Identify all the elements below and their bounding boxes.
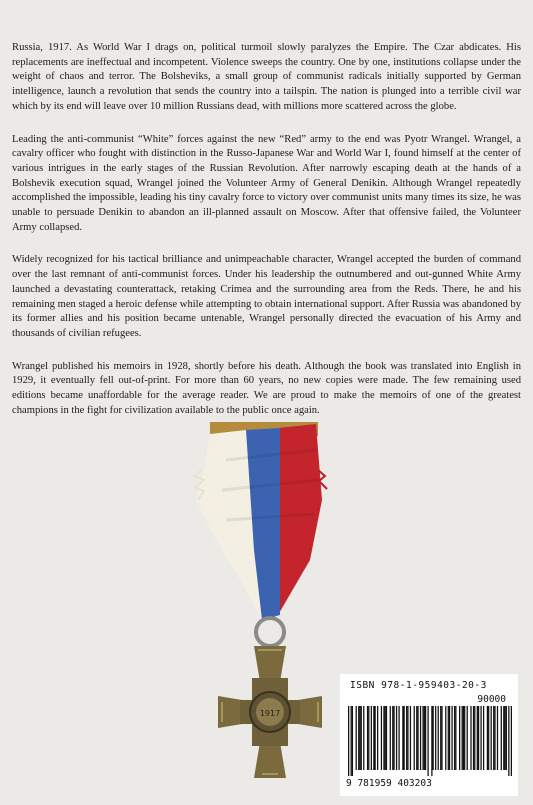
- paragraph-wrangel-background: Leading the anti-communist “White” forces against the new “Red” army to the end was Pyotr Wrangel. Wrangel, a cavalry officer who fought with distinction in the Russo-Japanese War and World War I, found himself at the center of various intrigues in the early stages of the Russian Revolution. After narrowly escaping death at the hands of a Bolshevik execution squad, Wrangel joined the Volunteer Army of General Denikin. Although Wrangel repeatedly accomplished the impossible, leading his tiny cavalry force to victory over communist units many times its size, he was unable to persuade Denikin to abandon an ill-planned assault on Moscow. After that offensive failed, the Volunteer Army collapsed.: [12, 133, 521, 233]
- isbn-barcode: [340, 674, 518, 796]
- barcode-bar: [433, 706, 434, 770]
- barcode-bar: [491, 706, 492, 770]
- barcode-bar: [373, 706, 374, 770]
- barcode-bar: [451, 706, 452, 770]
- barcode-bar: [435, 706, 436, 770]
- barcode-bar: [483, 706, 484, 770]
- barcode-bars: [348, 706, 512, 776]
- barcode-bar: [440, 706, 441, 770]
- ean-digits: 9 781959 403203: [346, 778, 432, 789]
- paragraph-white-army: Widely recognized for his tactical brilliance and unimpeachable character, Wrangel accepted the burden of command over the last remnant of anti-communist forces. Under his leadership the outnumbered and out-gunned White Army launched a devastating counterattack, retaking Crimea and the surrounding area from the Reds. There, he and his remaining men staged a heroic defense while attempting to obtain international support. After Russia was abandoned by its former allies and his position became untenable, Wrangel personally directed the evacuation of his Army and thousands of civilian refugees.: [12, 254, 521, 339]
- barcode-bar: [390, 706, 391, 770]
- barcode-bar: [454, 706, 455, 770]
- barcode-bar: [504, 706, 505, 770]
- barcode-bar: [462, 706, 463, 770]
- barcode-bar: [511, 706, 512, 776]
- barcode-bar: [392, 706, 393, 770]
- barcode-bar: [420, 706, 421, 770]
- barcode-bar: [422, 706, 423, 770]
- barcode-bar: [478, 706, 479, 770]
- barcode-bar: [404, 706, 405, 770]
- barcode-bar: [385, 706, 386, 770]
- barcode-bar: [352, 706, 353, 776]
- barcode-bar: [383, 706, 384, 770]
- barcode-bar: [501, 706, 502, 770]
- barcode-bar: [367, 706, 368, 770]
- barcode-bar: [441, 706, 442, 770]
- barcode-bar: [374, 706, 375, 770]
- barcode-bar: [414, 706, 415, 770]
- barcode-bar: [356, 706, 357, 770]
- barcode-bar: [449, 706, 450, 770]
- barcode-bar: [351, 706, 352, 776]
- barcode-bar: [359, 706, 360, 770]
- barcode-bar: [406, 706, 407, 770]
- barcode-bar: [448, 706, 449, 770]
- barcode-bar: [503, 706, 504, 770]
- barcode-bar: [416, 706, 417, 770]
- barcode-bar: [407, 706, 408, 770]
- barcode-bar: [480, 706, 481, 770]
- barcode-bar: [438, 706, 439, 770]
- barcode-bar: [467, 706, 468, 770]
- price-code: 90000: [477, 694, 506, 705]
- medallion-inscription: 1917: [259, 709, 281, 718]
- barcode-bar: [417, 706, 418, 770]
- barcode-bar: [464, 706, 465, 770]
- barcode-bar: [410, 706, 411, 770]
- barcode-bar: [398, 706, 399, 770]
- barcode-bar: [381, 706, 382, 770]
- barcode-bar: [463, 706, 464, 770]
- barcode-bar: [402, 706, 403, 770]
- barcode-bar: [431, 706, 432, 776]
- back-cover-text: [12, 41, 521, 436]
- paragraph-intro: Russia, 1917. As World War I drags on, political turmoil slowly paralyzes the Empire. The Czar abdicates. His replacements are ineffectual and incompetent. Violence sweeps the country. One by one, institutions collapse under the weight of chaos and terror. The Bolsheviks, a small group of communist radicals initially supported by German intelligence, launch a revolution that sends the country into a tailspin. The nation is plunged into a terrible civil war which by its end will leave over 10 million Russians dead, with millions more scattered across the globe.: [12, 42, 521, 112]
- barcode-bar: [427, 706, 428, 776]
- barcode-bar: [508, 706, 509, 776]
- paragraph-memoirs: Wrangel published his memoirs in 1928, shortly before his death. Although the book was translated into English in 1929, it eventually fell out-of-print. For more than 60 years, no new copies were made. The few remaining used editions became unaffordable for the average reader. We are proud to make the memoirs of one of the greatest champions in the fight for civilization available to the public once again.: [12, 360, 521, 416]
- barcode-bar: [424, 706, 425, 770]
- barcode-bar: [396, 706, 397, 770]
- barcode-bar: [470, 706, 471, 770]
- barcode-bar: [474, 706, 475, 770]
- barcode-bar: [488, 706, 489, 770]
- barcode-bar: [473, 706, 474, 770]
- barcode-bar: [386, 706, 387, 770]
- barcode-bar: [393, 706, 394, 770]
- st-nicholas-cross-medal: [166, 410, 366, 800]
- barcode-bar: [477, 706, 478, 770]
- barcode-bar: [425, 706, 426, 770]
- barcode-bar: [358, 706, 359, 770]
- barcode-bar: [455, 706, 456, 770]
- barcode-bar: [494, 706, 495, 770]
- barcode-bar: [377, 706, 378, 770]
- barcode-bar: [348, 706, 349, 776]
- barcode-bar: [493, 706, 494, 770]
- barcode-bar: [361, 706, 362, 770]
- suspension-ring: [256, 618, 284, 646]
- barcode-bar: [363, 706, 364, 770]
- barcode-bar: [459, 706, 460, 770]
- barcode-bar: [487, 706, 488, 770]
- barcode-bar: [497, 706, 498, 770]
- barcode-bar: [445, 706, 446, 770]
- isbn-label: ISBN 978-1-959403-20-3: [350, 680, 487, 691]
- barcode-bar: [371, 706, 372, 770]
- barcode-bar: [506, 706, 507, 770]
- barcode-bar: [368, 706, 369, 770]
